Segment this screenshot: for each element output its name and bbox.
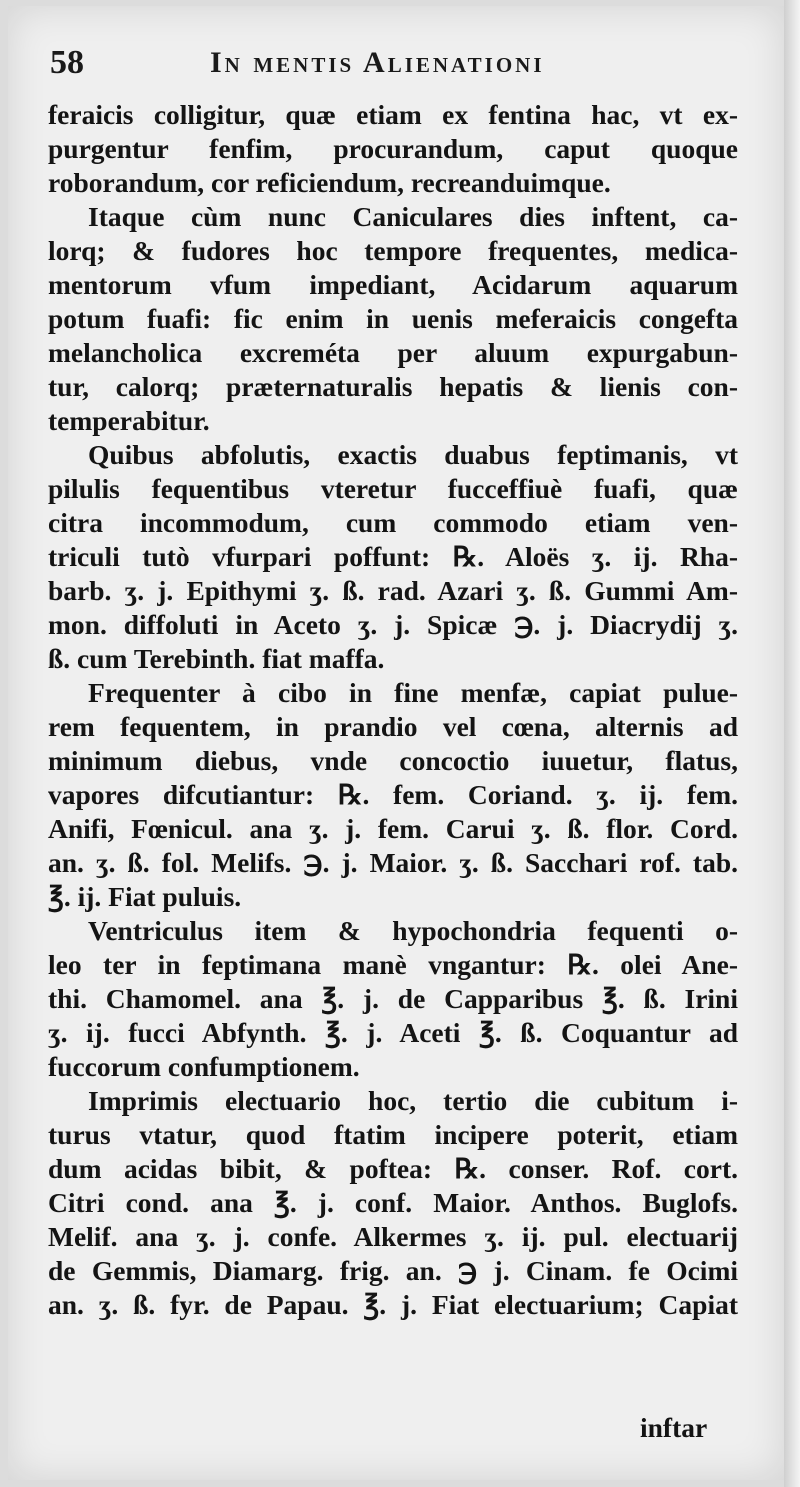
paragraph <box>48 200 738 438</box>
paragraph <box>48 676 738 914</box>
text-line: dum acidas bibit, & poftea: ℞. conser. Rof. cort. <box>48 1153 738 1184</box>
text-line: rem fequentem, in prandio vel cœna, alternis ad <box>48 711 738 742</box>
text-line: an. ʒ. ß. fol. Melifs. ℈. j. Maior. ʒ. ß. Sacchari rof. tab. <box>48 847 738 878</box>
text-line: Ventriculus item & hypochondria fequenti o- <box>88 915 738 946</box>
text-line: citra incommodum, cum commodo etiam ven- <box>48 507 738 538</box>
text-line: roborandum, cor reficiendum, recreanduimque. <box>48 167 611 198</box>
text-line: ß. cum Terebinth. fiat maffa. <box>48 643 385 674</box>
text-line: lorq; & fudores hoc tempore frequentes, medica- <box>48 235 738 266</box>
text-line: vapores difcutiantur: ℞. fem. Coriand. ʒ. ij. fem. <box>48 779 738 810</box>
page-header <box>0 44 800 94</box>
text-line: ℥. ij. Fiat puluis. <box>48 881 242 912</box>
running-title: In mentis Alienationi <box>210 46 545 79</box>
text-line: barb. ʒ. j. Epithymi ʒ. ß. rad. Azari ʒ. ß. Gummi Am- <box>48 575 738 606</box>
text-line: mentorum vfum impediant, Acidarum aquarum <box>48 269 738 300</box>
text-line: pilulis fequentibus vteretur fucceffiuè fuafi, quæ <box>48 473 738 504</box>
text-line: mon. diffoluti in Aceto ʒ. j. Spicæ ℈. j. Diacrydij ʒ. <box>48 609 738 640</box>
text-line: Imprimis electuario hoc, tertio die cubitum i- <box>88 1085 738 1116</box>
paragraph <box>48 98 738 200</box>
text-line: feraicis colligitur, quæ etiam ex fentina hac, vt ex- <box>48 99 738 130</box>
text-line: minimum diebus, vnde concoctio iuuetur, flatus, <box>48 745 738 776</box>
text-line: Frequenter à cibo in fine menfæ, capiat pulue- <box>88 677 738 708</box>
page-edge <box>784 0 800 1487</box>
text-line: purgentur fenfim, procurandum, caput quoque <box>48 133 738 164</box>
paragraph <box>48 914 738 1084</box>
text-line: Anifi, Fœnicul. ana ʒ. j. fem. Carui ʒ. ß. flor. Cord. <box>48 813 738 844</box>
text-line: fuccorum confumptionem. <box>48 1051 360 1082</box>
text-line: turus vtatur, quod ftatim incipere poterit, etiam <box>48 1119 738 1150</box>
text-line: potum fuafi: fic enim in uenis meferaicis congefta <box>48 303 738 334</box>
body-text <box>48 98 738 1322</box>
text-line: melancholica excreméta per aluum expurgabun- <box>48 337 738 368</box>
page-number: 58 <box>50 44 84 81</box>
text-line: leo ter in feptimana manè vngantur: ℞. olei Ane- <box>48 949 738 980</box>
text-line: thi. Chamomel. ana ℥. j. de Capparibus ℥. ß. Irini <box>48 983 738 1014</box>
text-line: Quibus abfolutis, exactis duabus feptimanis, vt <box>88 439 738 470</box>
paragraph <box>48 1084 738 1322</box>
text-line: Citri cond. ana ℥. j. conf. Maior. Anthos. Buglofs. <box>48 1187 738 1218</box>
text-line: de Gemmis, Diamarg. frig. an. ℈ j. Cinam. fe Ocimi <box>48 1255 738 1286</box>
text-line: Itaque cùm nunc Caniculares dies inftent, ca- <box>88 201 738 232</box>
paragraph <box>48 438 738 676</box>
text-line: ʒ. ij. fucci Abfynth. ℥. j. Aceti ℥. ß. Coquantur ad <box>48 1017 738 1048</box>
text-line: Melif. ana ʒ. j. confe. Alkermes ʒ. ij. pul. electuarij <box>48 1221 738 1252</box>
text-line: tur, calorq; præternaturalis hepatis & lienis con- <box>48 371 738 402</box>
text-line: temperabitur. <box>48 405 210 436</box>
text-line: an. ʒ. ß. fyr. de Papau. ℥. j. Fiat electuarium; Capiat <box>48 1289 738 1320</box>
catchword: inftar <box>640 1412 708 1443</box>
text-line: triculi tutò vfurpari poffunt: ℞. Aloës ʒ. ij. Rha- <box>48 541 738 572</box>
